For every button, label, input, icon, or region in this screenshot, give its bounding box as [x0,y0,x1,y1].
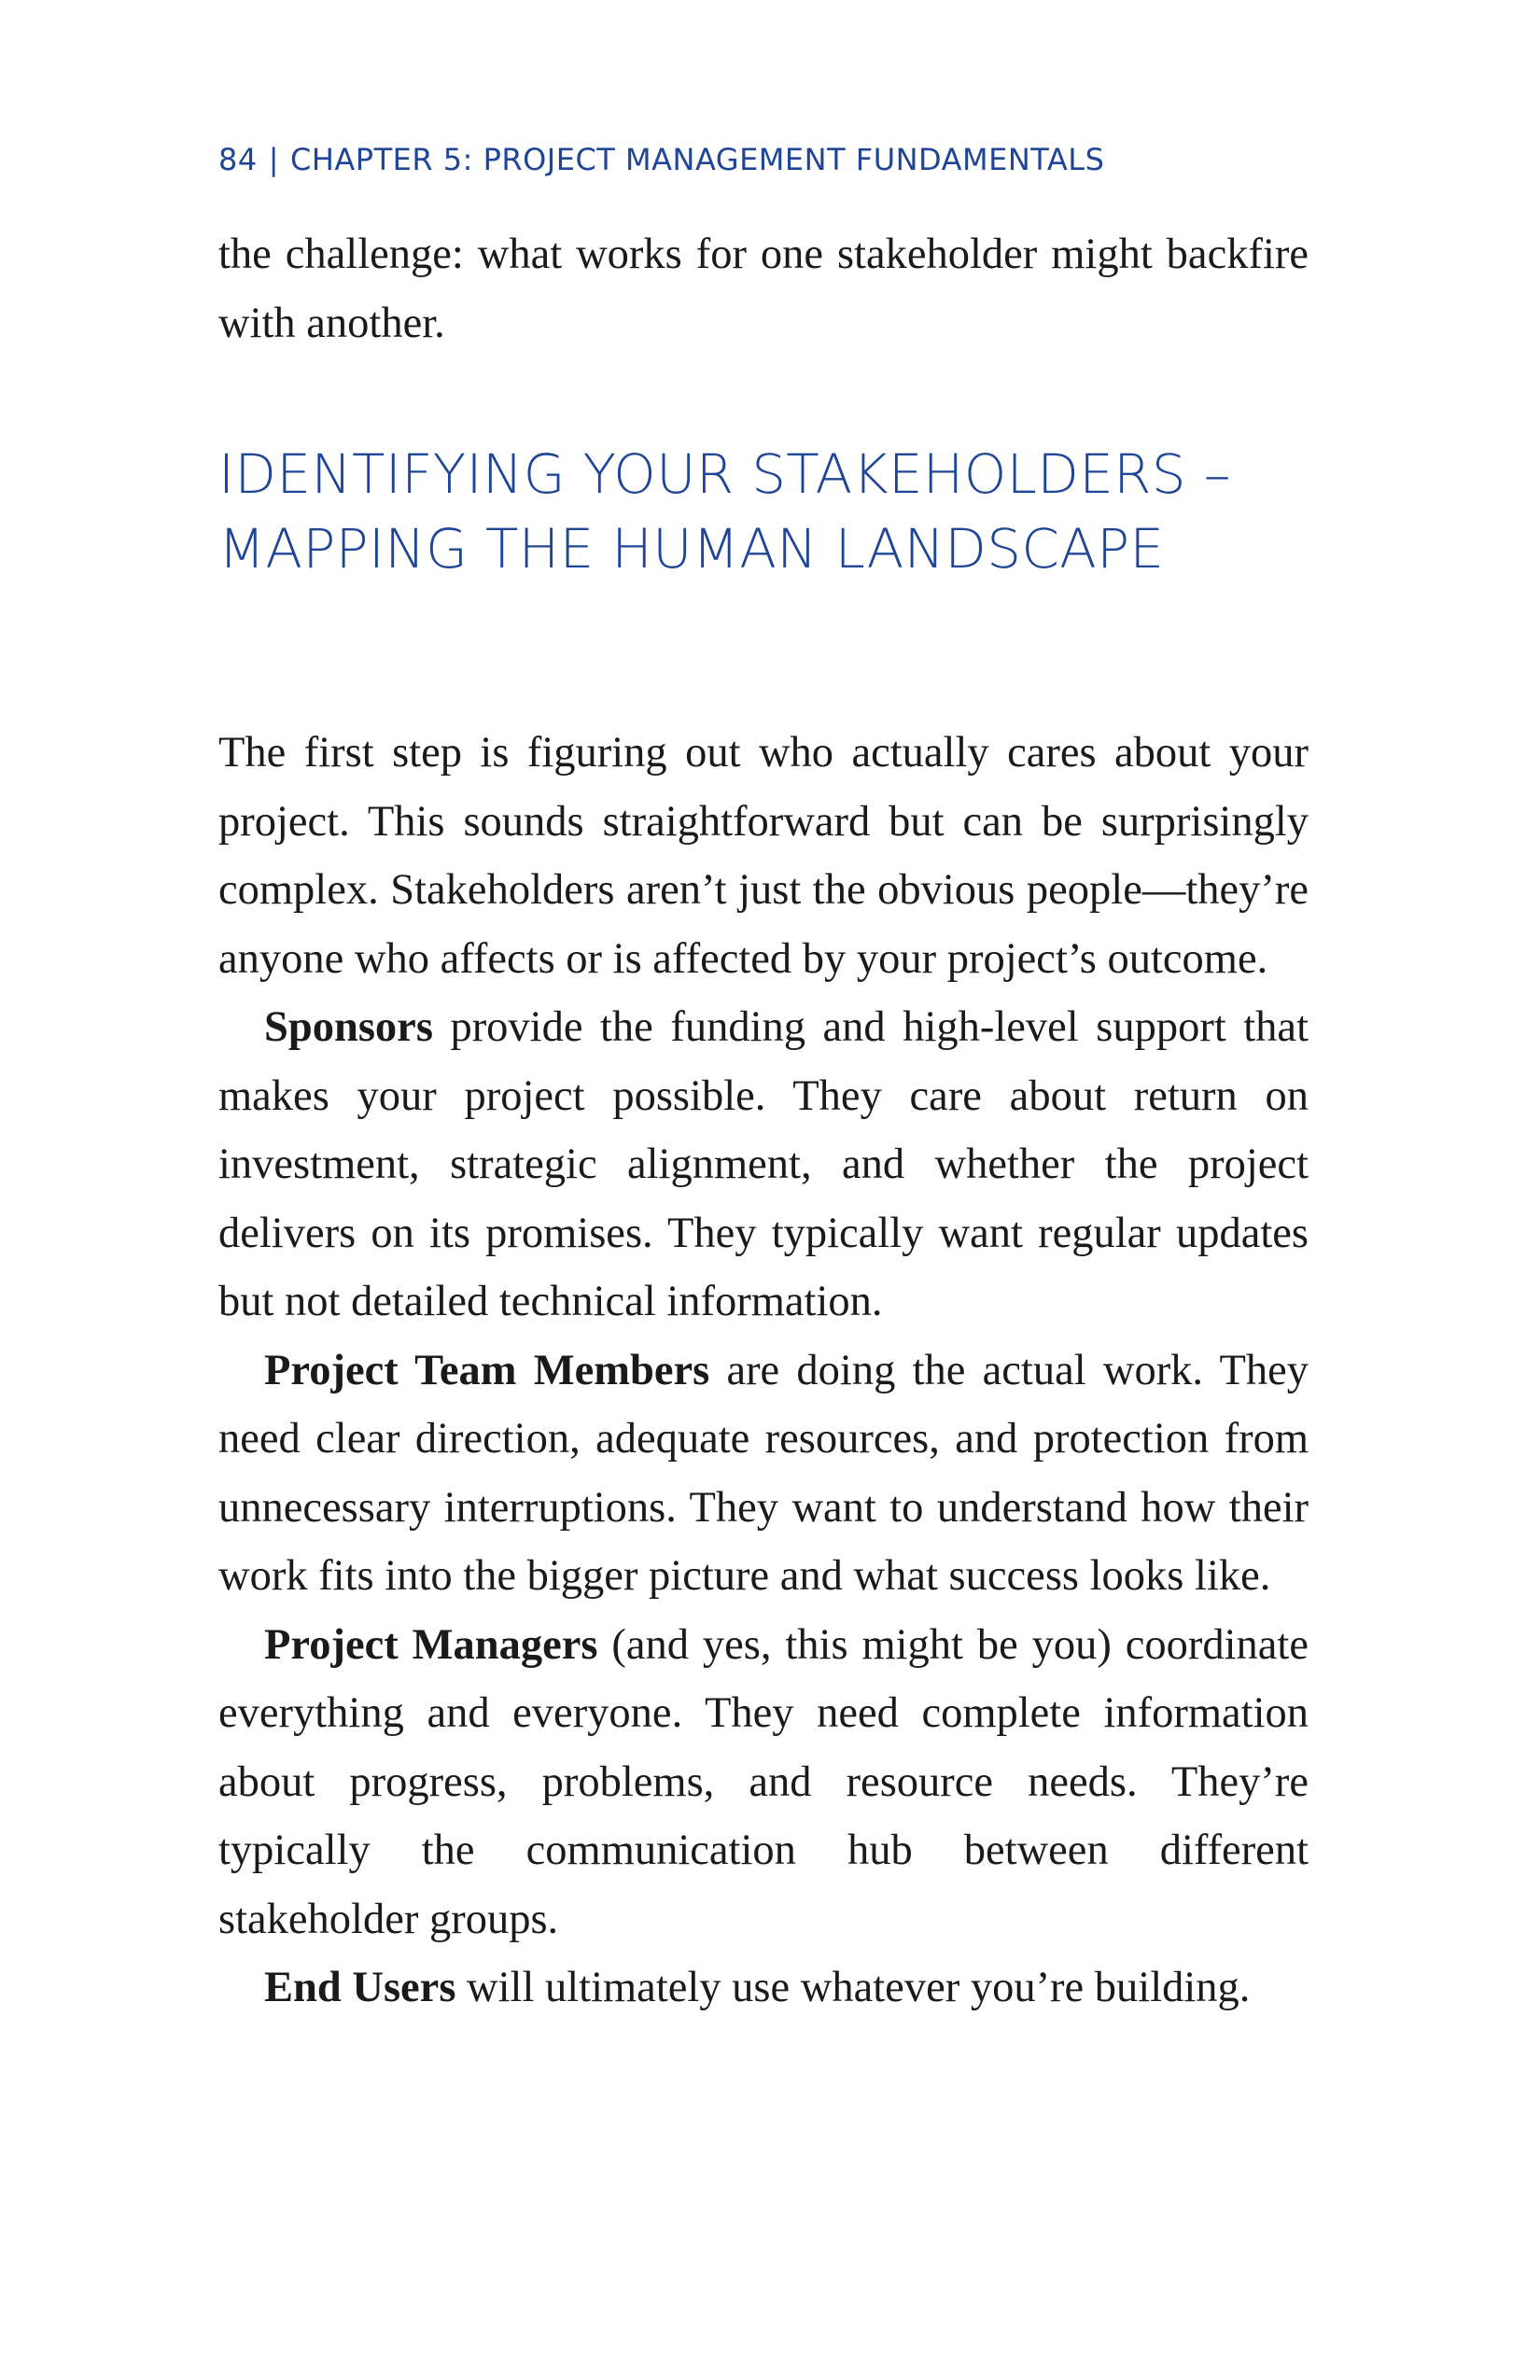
section-heading: IDENTIFYING YOUR STAKEHOLDERS – MAPPING THE HUMAN LANDSCAPE [218,442,1231,581]
running-header [218,142,1104,177]
term-sponsors: Sponsors [264,1003,433,1051]
paragraph-project-managers [218,1611,1309,1954]
paragraph-sponsors [218,993,1309,1337]
term-end-users: End Users [264,1964,456,2011]
paragraph-text: (and yes, this might be you) coordinate everything and everyone. They need complete information about progress, problems, and resource needs. They’re typically the communication hub between different stakeholder groups. [218,1620,1309,1943]
section-body [218,719,1309,2023]
page-number: 84 [218,142,258,177]
paragraph-text: will ultimately use whatever you’re building. [455,1964,1251,2011]
header-separator: | [268,142,279,177]
chapter-title: CHAPTER 5: PROJECT MANAGEMENT FUNDAMENTALS [290,142,1105,177]
term-team-members: Project Team Members [264,1346,710,1394]
term-project-managers: Project Managers [264,1620,598,1669]
opening-paragraph: The first step is figuring out who actually cares about your project. This sounds straightforward but can be surprisingly complex. Stakeholders aren’t just the obvious people—they’re anyone who affects or is affected by your project’s outcome. [218,729,1309,983]
paragraph-end-users [218,1953,1309,2023]
continued-paragraph: the challenge: what works for one stakeholder might backfire with another. [218,231,1309,347]
paragraph-text: are doing the actual work. They need clear direction, adequate resources, and protection from unnecessary interruptions. They want to understand how their work fits into the bigger picture and what success looks like. [218,1346,1309,1600]
paragraph-team-members [218,1337,1309,1611]
paragraph-text: provide the funding and high-level support that makes your project possible. They care about return on investment, strategic alignment, and whether the project delivers on its promises. They typically want regular updates but not detailed technical information. [218,1003,1309,1325]
